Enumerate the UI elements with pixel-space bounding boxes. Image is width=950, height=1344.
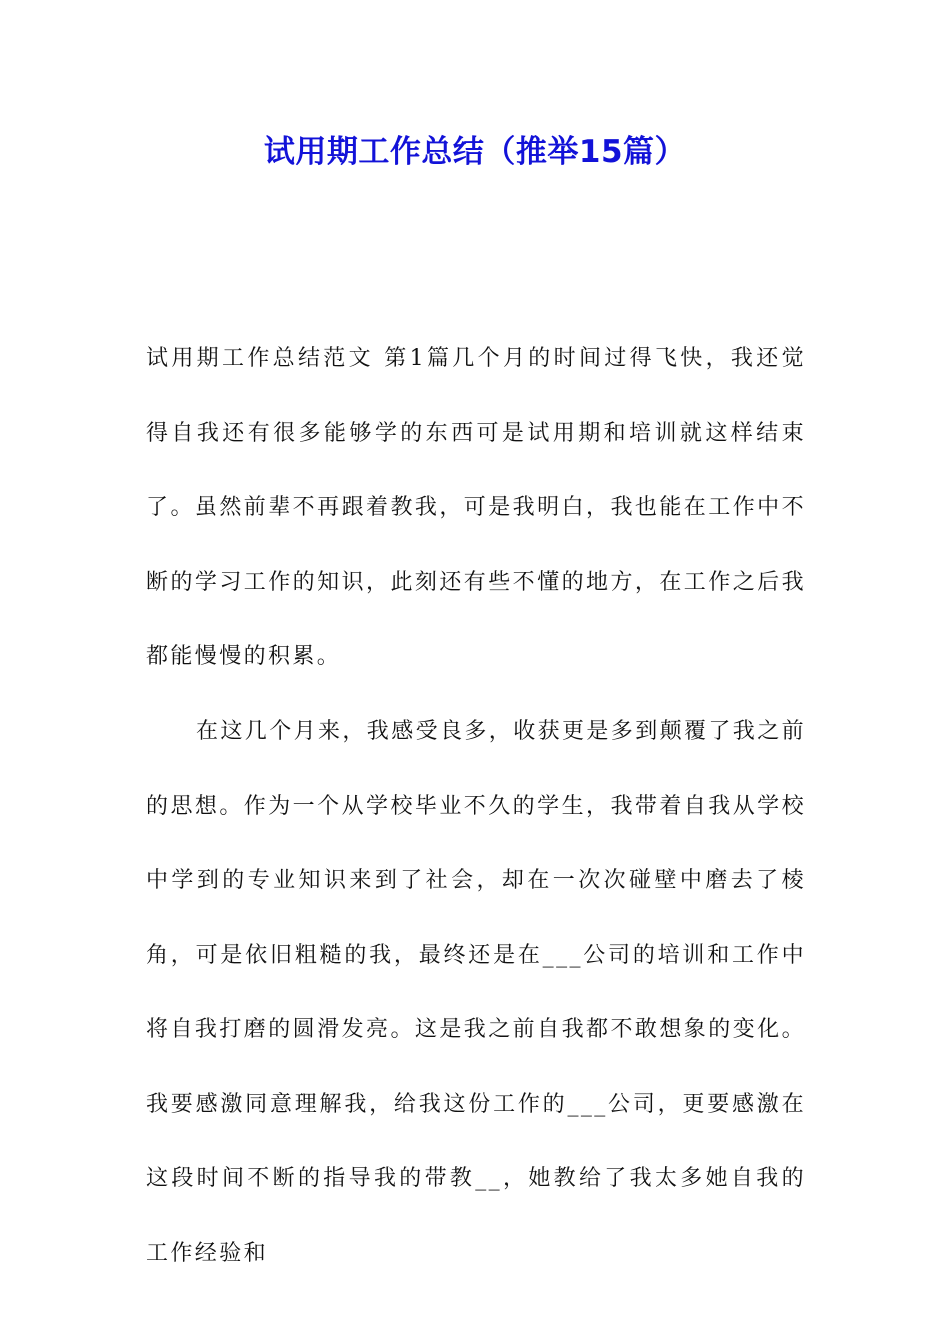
paragraph-1-text: 几个月的时间过得飞快，我还觉得自我还有很多能够学的东西可是试用期和培训就这样结束了。虽然前辈不再跟着教我，可是我明白，我也能在工作中不断的学习工作的知识，此刻还有些不懂的地方，在工作之后我都能慢慢的积累。 <box>146 346 806 669</box>
document-title: 试用期工作总结（推举15篇） <box>263 134 687 170</box>
paragraph-2: 在这几个月来，我感受良多，收获更是多到颠覆了我之前的思想。作为一个从学校毕业不久的学生，我带着自我从学校中学到的专业知识来到了社会，却在一次次碰壁中磨去了棱角，可是依旧粗糙的我，最终还是在___公司的培训和工作中将自我打磨的圆滑发亮。这是我之前自我都不敢想象的变化。我要感激同意理解我，给我这份工作的___公司，更要感激在这段时间不断的指导我的带教__，她教给了我太多她自我的工作经验和 <box>146 719 807 1266</box>
section-heading: 试用期工作总结范文 第1篇 <box>146 346 453 371</box>
paragraph-1 <box>146 322 806 695</box>
